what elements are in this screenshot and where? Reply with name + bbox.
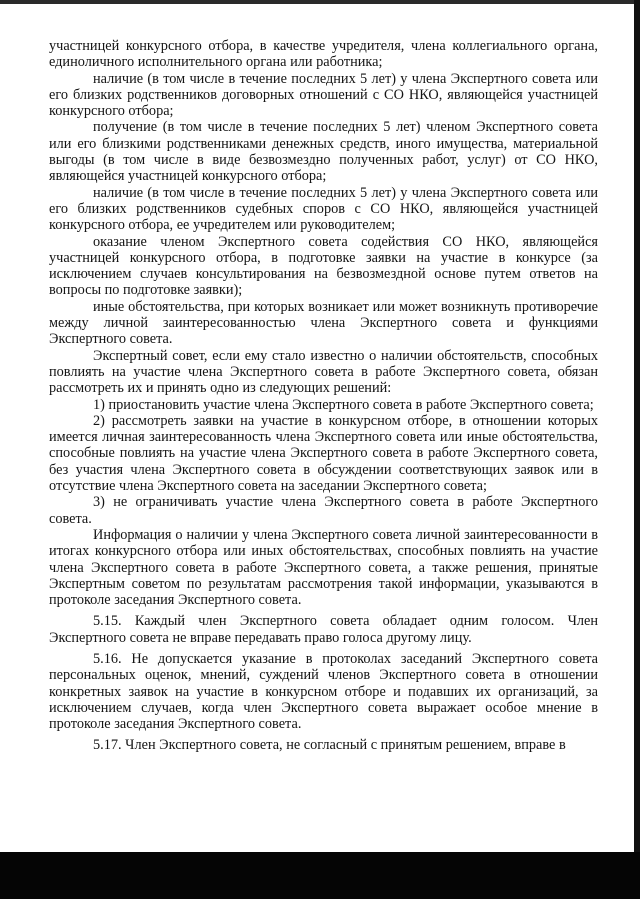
paragraph-other-circumstances: иные обстоятельства, при которых возникает или может возникнуть противоречие между личной заинтересованностью члена Экспертного совета и функциями Экспертного совета. <box>49 298 598 348</box>
scan-bottom-band <box>0 852 640 899</box>
paragraph-continuation: участницей конкурсного отбора, в качестве учредителя, члена коллегиального органа, единоличного исполнительного органа или работника; <box>49 38 598 71</box>
section-5-17: 5.17. Член Экспертного совета, не согласный с принятым решением, вправе в <box>93 737 566 754</box>
document-body <box>49 38 598 754</box>
paragraph-contract-relations: наличие (в том числе в течение последних 5 лет) у члена Экспертного совета или его близких родственников договорных отношений с СО НКО, являющейся участницей конкурсного отбора; <box>49 70 598 120</box>
section-5-16: 5.16. Не допускается указание в протоколах заседаний Экспертного совета персональных оценок, мнений, суждений членов Экспертного совета в отношении конкретных заявок на участие в конкурсном отборе и подавших их организаций, за исключением случаев, когда член Экспертного совета выражает особое мнение в протоколе заседания Экспертного совета. <box>49 650 598 733</box>
paragraph-decision-1: 1) приостановить участие члена Экспертного совета в работе Экспертного совета; <box>93 396 594 413</box>
paragraph-court-disputes: наличие (в том числе в течение последних 5 лет) у члена Экспертного совета или его близких родственников судебных споров с СО НКО, являющейся участницей конкурсного отбора, ее учредителем или руководителем; <box>49 184 598 234</box>
scan-right-edge <box>634 0 640 899</box>
paragraph-material-benefit: получение (в том числе в течение последних 5 лет) членом Экспертного совета или его близкими родственниками денежных средств, иного имущества, материальной выгоды (в том числе в виде безвозмездно полученных работ, услуг) от СО НКО, являющейся участницей конкурсного отбора; <box>49 119 598 185</box>
paragraph-protocol-information: Информация о наличии у члена Экспертного совета личной заинтересованности в итогах конкурсного отбора или иных обстоятельствах, способных повлиять на участие члена Экспертного совета в работе Экспертного совета, а также решения, принятые Экспертным советом по результатам рассмотрения такой информации, указываются в протоколе заседания Экспертного совета. <box>49 526 598 609</box>
paragraph-decision-3: 3) не ограничивать участие члена Экспертного совета в работе Экспертного совета. <box>49 494 598 527</box>
paragraph-council-decision: Экспертный совет, если ему стало известно о наличии обстоятельств, способных повлиять на участие члена Экспертного совета в работе Экспертного совета, обязан рассмотреть их и принять одно из следующих решений: <box>49 347 598 397</box>
scan-top-edge <box>0 0 640 4</box>
section-5-15: 5.15. Каждый член Экспертного совета обладает одним голосом. Член Экспертного совета не вправе передавать право голоса другому лицу. <box>49 613 598 646</box>
paragraph-decision-2: 2) рассмотреть заявки на участие в конкурсном отборе, в отношении которых имеется личная заинтересованность члена Экспертного совета или иные обстоятельства, способные повлиять на участие члена Экспертного совета в работе Экспертного совета, без участия члена Экспертного совета в обсуждении соответствующих заявок или в отсутствие члена Экспертного совета на заседании Экспертного совета; <box>49 412 598 495</box>
paragraph-application-assistance: оказание членом Экспертного совета содействия СО НКО, являющейся участницей конкурсного отбора, в подготовке заявки на участие в конкурсе (за исключением случаев консультирования на безвозмездной основе путем ответов на вопросы по подготовке заявки); <box>49 233 598 299</box>
